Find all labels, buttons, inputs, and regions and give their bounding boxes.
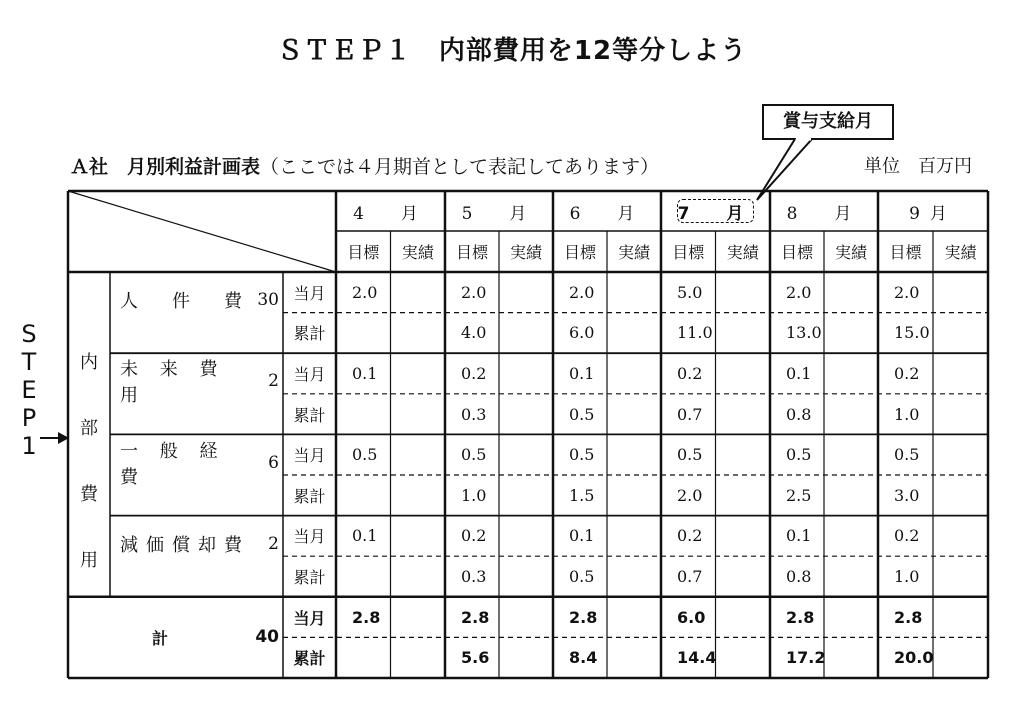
target-month-value: 0.1 bbox=[569, 363, 595, 383]
target-cumulative-value: 0.5 bbox=[569, 566, 595, 586]
target-cumulative-value: 0.8 bbox=[786, 404, 812, 424]
target-month-value: 2.8 bbox=[352, 607, 381, 627]
target-month-value: 0.1 bbox=[352, 363, 378, 383]
annual-budget-value: 40 bbox=[255, 627, 279, 648]
internal-cost-group-label bbox=[68, 348, 110, 612]
month-header: 7 月 bbox=[677, 203, 754, 224]
target-cumulative-value: 20.0 bbox=[894, 648, 934, 668]
target-month-value: 2.0 bbox=[352, 282, 378, 302]
target-cumulative-value bbox=[348, 394, 403, 435]
target-subheader: 目標 bbox=[889, 243, 922, 262]
target-cumulative-value bbox=[348, 475, 403, 516]
target-month-value: 0.2 bbox=[461, 363, 487, 383]
target-month-value: 2.0 bbox=[461, 282, 487, 302]
target-subheader: 目標 bbox=[347, 243, 380, 262]
target-cumulative-value: 0.7 bbox=[677, 566, 703, 586]
month-kind-label: 当月 bbox=[293, 446, 326, 466]
actual-subheader: 実績 bbox=[401, 243, 434, 262]
target-month-value: 0.2 bbox=[677, 526, 703, 546]
target-month-value: 0.5 bbox=[569, 445, 595, 465]
target-subheader: 目標 bbox=[563, 243, 596, 262]
month-header: 9月 bbox=[909, 203, 957, 224]
bonus-month-callout: 賞与支給月 bbox=[762, 104, 894, 140]
target-cumulative-value: 1.0 bbox=[894, 404, 920, 424]
month-header: 6 月 bbox=[569, 203, 645, 224]
annual-budget-value: 2 bbox=[268, 371, 279, 392]
target-month-value: 0.1 bbox=[352, 526, 378, 546]
step-side-letter: P bbox=[21, 404, 37, 432]
step-side-letter: T bbox=[21, 348, 37, 376]
target-month-value: 0.1 bbox=[786, 363, 812, 383]
page-title: ＳＴＥＰ１ 内部費用を12等分しよう bbox=[276, 36, 748, 66]
target-month-value: 0.2 bbox=[677, 363, 703, 383]
table-name: Ａ社 月別利益計画表 bbox=[70, 156, 261, 178]
cumulative-kind-label: 累計 bbox=[293, 405, 326, 425]
actual-subheader: 実績 bbox=[726, 243, 759, 262]
target-month-value: 0.2 bbox=[461, 526, 487, 546]
target-cumulative-value bbox=[348, 556, 403, 597]
target-subheader: 目標 bbox=[455, 243, 488, 262]
target-cumulative-value: 11.0 bbox=[677, 323, 713, 343]
target-month-value: 2.0 bbox=[569, 282, 595, 302]
target-cumulative-value: 2.5 bbox=[786, 485, 812, 505]
month-kind-label: 当月 bbox=[293, 527, 326, 547]
step-side-letter: E bbox=[21, 376, 37, 404]
target-month-value: 0.1 bbox=[569, 526, 595, 546]
cost-item-label: 一 般 経 費 bbox=[120, 440, 226, 488]
target-cumulative-value bbox=[348, 313, 403, 354]
target-month-value: 0.5 bbox=[352, 445, 378, 465]
target-cumulative-value: 0.7 bbox=[677, 404, 703, 424]
target-subheader: 目標 bbox=[672, 243, 705, 262]
grid-line bbox=[68, 191, 336, 272]
month-kind-label: 当月 bbox=[293, 364, 326, 384]
actual-subheader: 実績 bbox=[834, 243, 867, 262]
month-kind-label: 当月 bbox=[293, 608, 326, 628]
target-month-value: 0.5 bbox=[461, 445, 487, 465]
annual-budget-value: 2 bbox=[268, 533, 279, 554]
cost-item-label: 人 件 費 bbox=[120, 291, 250, 313]
actual-subheader: 実績 bbox=[944, 243, 977, 262]
group-label-char: 費 bbox=[80, 484, 98, 505]
month-kind-label: 当月 bbox=[293, 283, 326, 303]
target-month-value: 2.0 bbox=[786, 282, 812, 302]
month-header: 4 月 bbox=[353, 203, 428, 224]
annual-budget-value: 6 bbox=[268, 452, 279, 473]
target-cumulative-value: 6.0 bbox=[569, 323, 595, 343]
group-label-char: 用 bbox=[80, 550, 98, 571]
cumulative-kind-label: 累計 bbox=[293, 567, 326, 587]
target-month-value: 5.0 bbox=[677, 282, 703, 302]
target-cumulative-value: 1.0 bbox=[461, 485, 487, 505]
target-month-value: 0.5 bbox=[677, 445, 703, 465]
target-subheader: 目標 bbox=[780, 243, 813, 262]
month-header: 5 月 bbox=[461, 203, 537, 224]
target-month-value: 2.8 bbox=[786, 607, 815, 627]
target-cumulative-value: 8.4 bbox=[569, 648, 598, 668]
target-cumulative-value: 17.2 bbox=[786, 648, 826, 668]
target-cumulative-value: 5.6 bbox=[461, 648, 490, 668]
cost-item-label: 減価償却費 bbox=[120, 534, 250, 556]
step-side-letter: 1 bbox=[21, 432, 37, 460]
target-cumulative-value: 14.4 bbox=[677, 648, 717, 668]
target-month-value: 2.8 bbox=[894, 607, 923, 627]
group-label-char: 部 bbox=[80, 418, 98, 439]
cumulative-kind-label: 累計 bbox=[293, 324, 326, 344]
month-header: 8 月 bbox=[786, 203, 862, 224]
target-month-value: 0.5 bbox=[786, 445, 812, 465]
unit-label: 単位 百万円 bbox=[864, 156, 972, 177]
cumulative-kind-label: 累計 bbox=[293, 649, 326, 669]
target-cumulative-value: 0.8 bbox=[786, 566, 812, 586]
target-cumulative-value: 1.5 bbox=[569, 485, 595, 505]
target-month-value: 6.0 bbox=[677, 607, 706, 627]
target-cumulative-value: 1.0 bbox=[894, 566, 920, 586]
table-note: （ここでは４月期首として表記してあります） bbox=[260, 156, 660, 178]
cumulative-kind-label: 累計 bbox=[293, 486, 326, 506]
target-cumulative-value: 0.5 bbox=[569, 404, 595, 424]
target-cumulative-value: 2.0 bbox=[677, 485, 703, 505]
target-cumulative-value bbox=[348, 637, 403, 678]
annual-budget-value: 30 bbox=[257, 290, 279, 311]
target-month-value: 2.8 bbox=[569, 607, 598, 627]
target-cumulative-value: 4.0 bbox=[461, 323, 487, 343]
actual-subheader: 実績 bbox=[509, 243, 542, 262]
group-label-char: 内 bbox=[80, 352, 98, 373]
cost-item-label: 未 来 費 用 bbox=[120, 359, 226, 407]
target-month-value: 0.1 bbox=[786, 526, 812, 546]
target-cumulative-value: 0.3 bbox=[461, 566, 487, 586]
target-month-value: 2.8 bbox=[461, 607, 490, 627]
target-cumulative-value: 0.3 bbox=[461, 404, 487, 424]
target-month-value: 0.5 bbox=[894, 445, 920, 465]
target-cumulative-value: 15.0 bbox=[894, 323, 930, 343]
total-label: 計 bbox=[151, 628, 168, 648]
target-month-value: 0.2 bbox=[894, 526, 920, 546]
target-cumulative-value: 13.0 bbox=[786, 323, 822, 343]
target-month-value: 2.0 bbox=[894, 282, 920, 302]
target-month-value: 0.2 bbox=[894, 363, 920, 383]
step-side-letter: S bbox=[21, 320, 37, 348]
target-cumulative-value: 3.0 bbox=[894, 485, 920, 505]
actual-subheader: 実績 bbox=[617, 243, 650, 262]
